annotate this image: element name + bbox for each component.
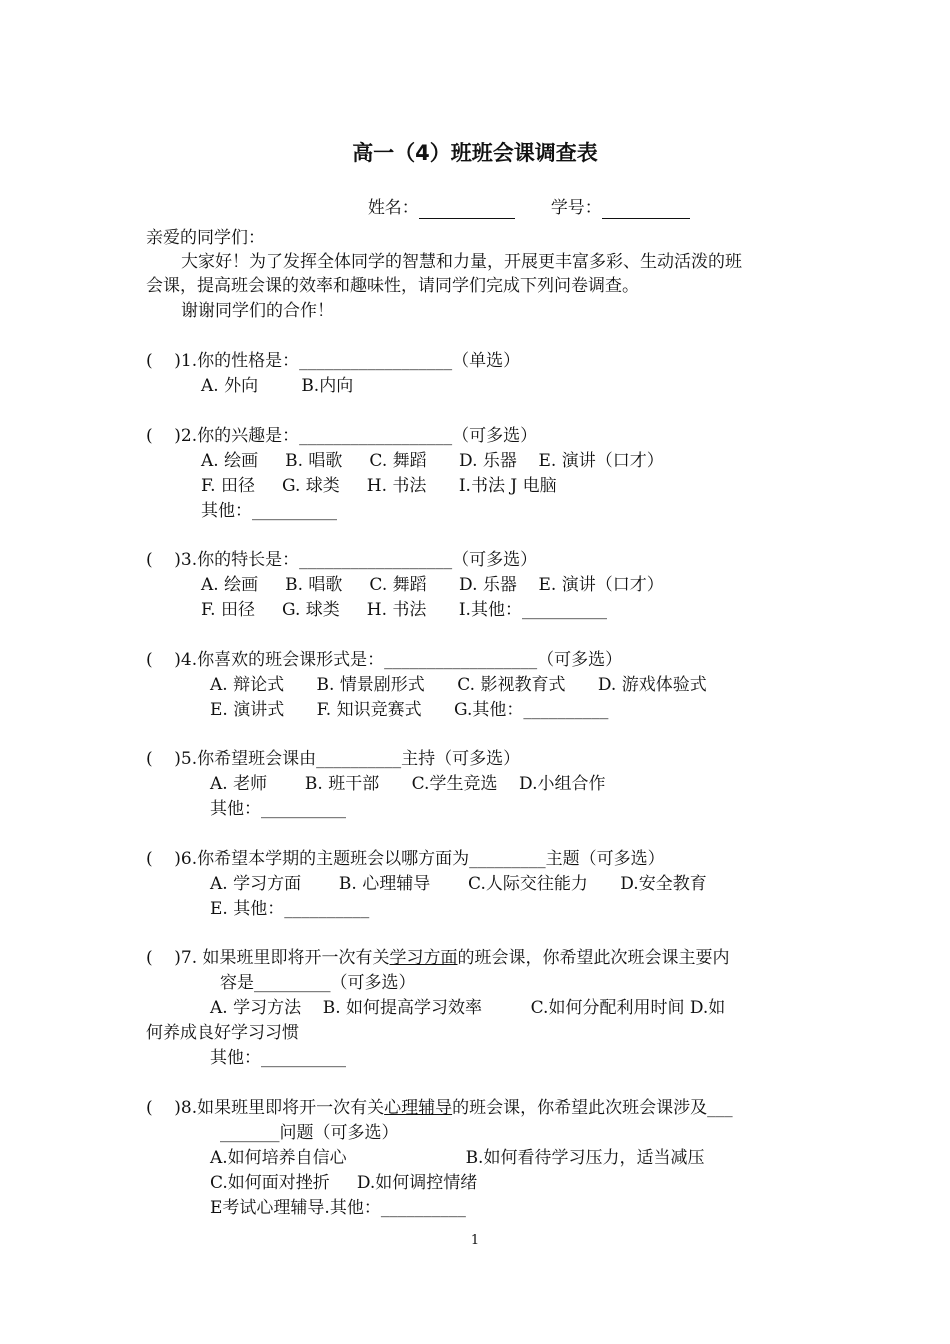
question-8 (146, 1097, 733, 1119)
salutation: 亲爱的同学们： (146, 228, 265, 248)
student-id-field (540, 175, 690, 219)
question-5-options: A. 老师 B. 班干部 C.学生竞选 D.小组合作 (210, 774, 606, 794)
question-4-options-row-2: E. 演讲式 F. 知识竞赛式 G.其他：__________ (210, 700, 609, 720)
question-4: ( )4.你喜欢的班会课形式是：__________________（可多选） (146, 650, 623, 670)
question-6: ( )6.你希望本学期的主题班会以哪方面为_________主题（可多选） (146, 849, 665, 869)
intro-line-1: 大家好！为了发挥全体同学的智慧和力量，开展更丰富多彩、生动活泼的班 (181, 252, 742, 272)
question-8-options-row-3: E考试心理辅导.其他：__________ (210, 1198, 466, 1218)
question-8-continued: _______问题（可多选） (220, 1123, 399, 1143)
question-7-continued: 容是_________（可多选） (220, 973, 416, 993)
page-title: 高一（4）班班会课调查表 (352, 141, 598, 165)
intro-line-2: 会课，提高班会课的效率和趣味性，请同学们完成下列问卷调查。 (146, 276, 639, 296)
question-1-options: A. 外向 B.内向 (201, 376, 354, 396)
student-id-label: 学号： (550, 198, 602, 218)
question-7-text-pre: ( )7. 如果班里即将开一次有关 (146, 948, 390, 968)
page-number: 1 (470, 1233, 480, 1248)
question-2: ( )2.你的兴趣是：__________________（可多选） (146, 426, 538, 446)
question-1: ( )1.你的性格是：__________________（单选） (146, 351, 521, 371)
question-2-options-row-2: F. 田径 G. 球类 H. 书法 I.书法 J 电脑 (201, 476, 557, 496)
question-7-other: 其他：__________ (210, 1048, 346, 1068)
question-3-options-row-1: A. 绘画 B. 唱歌 C. 舞蹈 D. 乐器 E. 演讲（口才） (201, 575, 664, 595)
name-label: 姓名： (367, 198, 419, 218)
question-2-options-row-1: A. 绘画 B. 唱歌 C. 舞蹈 D. 乐器 E. 演讲（口才） (201, 451, 664, 471)
question-3: ( )3.你的特长是：__________________（可多选） (146, 550, 538, 570)
question-7-options-row-1: A. 学习方法 B. 如何提高学习效率 C.如何分配利用时间 D.如 (210, 998, 726, 1018)
question-5-other: 其他：__________ (210, 799, 346, 819)
student-id-blank[interactable] (602, 201, 690, 219)
question-6-options-row-1: A. 学习方面 B. 心理辅导 C.人际交往能力 D.安全教育 (210, 874, 707, 894)
question-7-underlined-topic: 学习方面 (389, 948, 458, 968)
question-8-options-row-2: C.如何面对挫折 D.如何调控情绪 (210, 1173, 478, 1193)
question-4-options-row-1: A. 辩论式 B. 情景剧形式 C. 影视教育式 D. 游戏体验式 (210, 675, 707, 695)
question-3-options-row-2: F. 田径 G. 球类 H. 书法 I.其他：__________ (201, 600, 607, 620)
name-blank[interactable] (419, 201, 515, 219)
question-8-underlined-topic: 心理辅导 (384, 1098, 453, 1118)
question-7-text-post: 的班会课，你希望此次班会课主要内 (457, 948, 730, 968)
question-5: ( )5.你希望班会课由__________主持（可多选） (146, 749, 521, 769)
question-6-options-row-2: E. 其他：__________ (210, 899, 370, 919)
question-8-text-post: 的班会课，你希望此次班会课涉及___ (452, 1098, 733, 1118)
question-8-options-row-1: A.如何培养自信心 B.如何看待学习压力，适当减压 (210, 1148, 705, 1168)
question-7 (146, 947, 730, 969)
name-field (357, 175, 515, 219)
question-7-options-row-2: 何养成良好学习习惯 (146, 1023, 299, 1043)
thanks-line: 谢谢同学们的合作！ (181, 301, 334, 321)
question-8-text-pre: ( )8.如果班里即将开一次有关 (146, 1098, 385, 1118)
question-2-other: 其他：__________ (201, 501, 337, 521)
